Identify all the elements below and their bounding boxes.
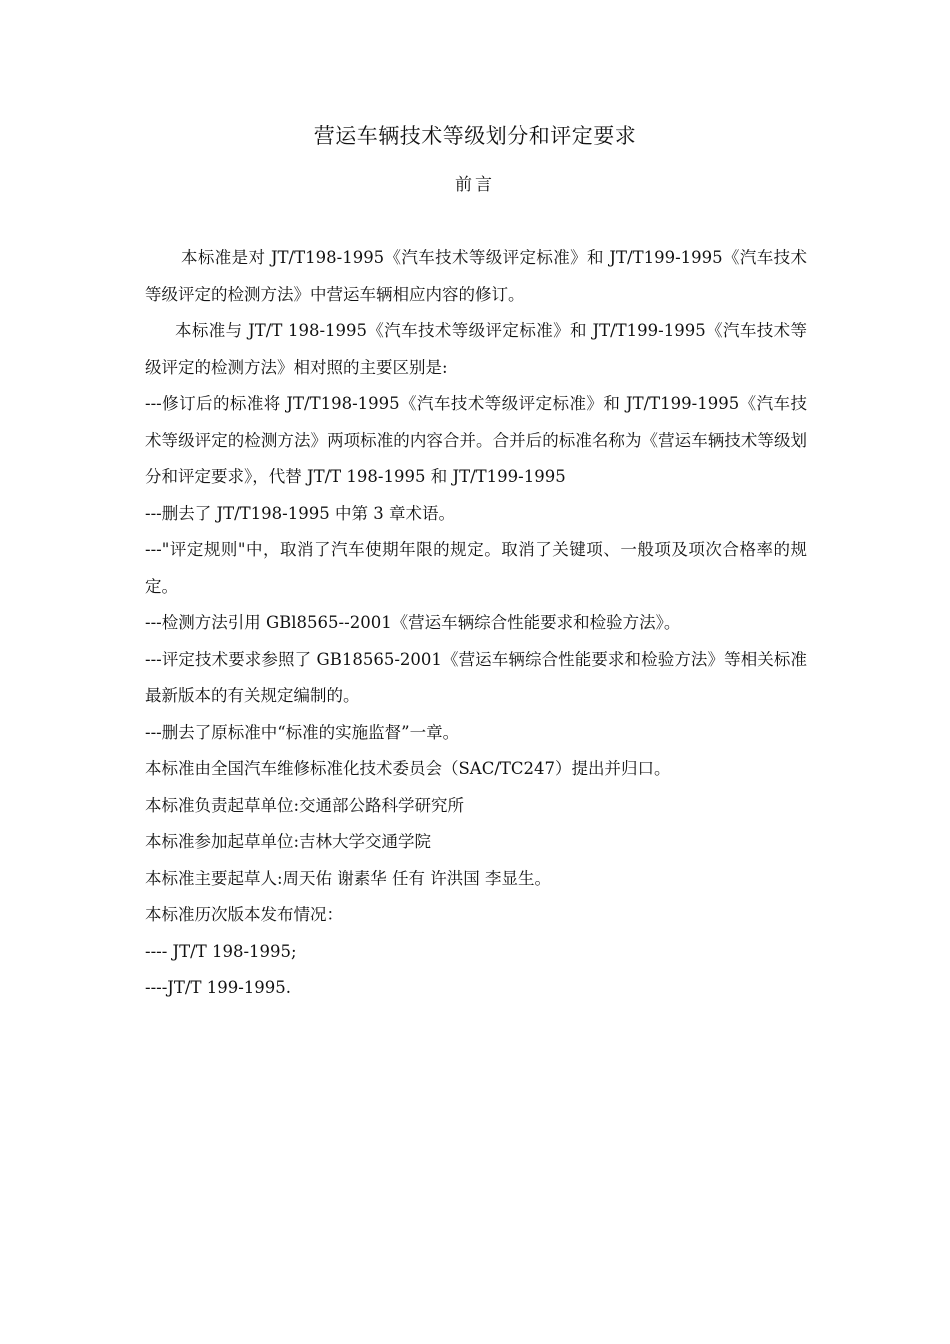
- paragraph-main-differences: 本标准与 JT/T 198-1995《汽车技术等级评定标准》和 JT/T199-1995《汽车技术等级评定的检测方法》相对照的主要区别是:: [145, 321, 807, 377]
- paragraph-responsible-drafter: 本标准负责起草单位:交通部公路科学研究所: [145, 795, 465, 815]
- document-title: 营运车辆技术等级划分和评定要求: [313, 124, 637, 148]
- paragraph-deleted-supervision: ---删去了原标准中“标准的实施监督”一章。: [145, 722, 460, 742]
- paragraph-revision-scope: 本标准是对 JT/T198-1995《汽车技术等级评定标准》和 JT/T199-1995《汽车技术等级评定的检测方法》中营运车辆相应内容的修订。: [145, 248, 807, 304]
- paragraph-deleted-terms: ---删去了 JT/T198-1995 中第 3 章术语。: [145, 503, 455, 523]
- paragraph-release-history-item: ---- JT/T 198-1995;: [145, 941, 297, 961]
- paragraph-rating-rules: ---"评定规则"中，取消了汽车使期年限的规定。取消了关键项、一般项及项次合格率的规定。: [145, 540, 807, 596]
- paragraph-merge: ---修订后的标准将 JT/T198-1995《汽车技术等级评定标准》和 JT/T199-1995《汽车技术等级评定的检测方法》两项标准的内容合并。合并后的标准名称为《营运车辆技术等级划分和评定要求》，代替 JT/T 198-1995 和 JT/T199-1995: [145, 394, 807, 486]
- paragraph-test-methods: ---检测方法引用 GBl8565--2001《营运车辆综合性能要求和检验方法》。: [145, 613, 681, 632]
- paragraph-main-drafters: 本标准主要起草人:周天佑 谢素华 任有 许洪国 李显生。: [145, 868, 552, 888]
- paragraph-participating-drafter: 本标准参加起草单位:吉林大学交通学院: [145, 832, 432, 851]
- paragraph-proposer: 本标准由全国汽车维修标准化技术委员会（SAC/TC247）提出并归口。: [145, 759, 671, 778]
- paragraph-technical-requirements: ---评定技术要求参照了 GB18565-2001《营运车辆综合性能要求和检验方法》等相关标准最新版本的有关规定编制的。: [145, 649, 807, 705]
- foreword-body: [145, 240, 807, 1007]
- section-heading-foreword: 前言: [455, 175, 495, 195]
- paragraph-release-history-heading: 本标准历次版本发布情况：: [145, 905, 343, 924]
- paragraph-release-history-item: ----JT/T 199-1995.: [145, 978, 292, 997]
